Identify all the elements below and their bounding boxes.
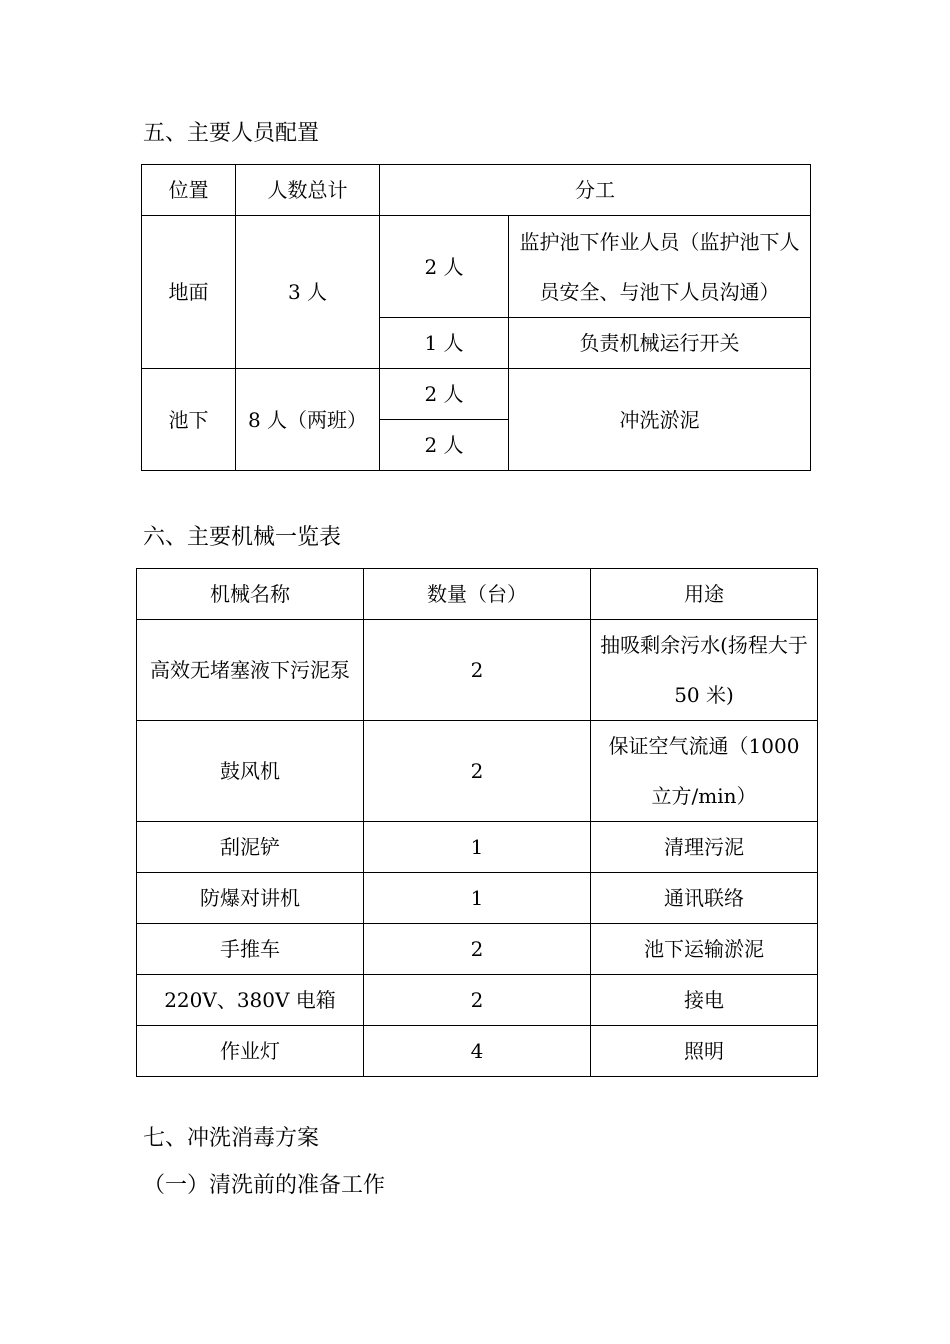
header-machine-qty: 数量（台） [364,569,591,620]
machine-row [137,721,818,822]
pool-count: 2 人 [380,369,509,420]
machine-use: 清理污泥 [591,822,818,873]
pool-location: 池下 [142,369,236,471]
machine-name: 220V、380V 电箱 [137,975,364,1026]
machine-name: 刮泥铲 [137,822,364,873]
machine-header-row [137,569,818,620]
header-machine-use: 用途 [591,569,818,620]
machine-use: 照明 [591,1026,818,1077]
machine-qty: 1 [364,822,591,873]
machine-qty: 1 [364,873,591,924]
section7-subtitle: （一）清洗前的准备工作 [143,1173,386,1198]
machine-row [137,822,818,873]
machine-row [137,620,818,721]
machine-name: 作业灯 [137,1026,364,1077]
machine-qty: 2 [364,620,591,721]
ground-count: 2 人 [380,216,509,318]
machine-qty: 2 [364,975,591,1026]
ground-total: 3 人 [236,216,380,369]
header-duty: 分工 [380,165,811,216]
machine-name: 高效无堵塞液下污泥泵 [137,620,364,721]
machine-use: 通讯联络 [591,873,818,924]
pool-duty: 冲洗淤泥 [509,369,811,471]
machine-table [136,568,818,1077]
machine-use: 接电 [591,975,818,1026]
machine-name: 鼓风机 [137,721,364,822]
machine-name: 手推车 [137,924,364,975]
machine-row [137,975,818,1026]
header-machine-name: 机械名称 [137,569,364,620]
section6-title: 六、主要机械一览表 [143,525,342,550]
machine-use: 保证空气流通（1000 立方/min） [591,721,818,822]
machine-row [137,924,818,975]
pool-total: 8 人（两班） [236,369,380,471]
ground-duty: 负责机械运行开关 [509,318,811,369]
ground-duty: 监护池下作业人员（监护池下人员安全、与池下人员沟通） [509,216,811,318]
staff-table [141,164,811,471]
section7-title: 七、冲洗消毒方案 [143,1126,320,1151]
staff-row [142,369,811,420]
ground-count: 1 人 [380,318,509,369]
machine-use: 抽吸剩余污水(扬程大于 50 米) [591,620,818,721]
machine-row [137,1026,818,1077]
header-total: 人数总计 [236,165,380,216]
header-location: 位置 [142,165,236,216]
machine-qty: 4 [364,1026,591,1077]
section5-title: 五、主要人员配置 [143,121,320,146]
pool-count: 2 人 [380,420,509,471]
ground-location: 地面 [142,216,236,369]
staff-header-row [142,165,811,216]
machine-row [137,873,818,924]
machine-name: 防爆对讲机 [137,873,364,924]
machine-qty: 2 [364,721,591,822]
machine-use: 池下运输淤泥 [591,924,818,975]
staff-row [142,216,811,318]
machine-qty: 2 [364,924,591,975]
